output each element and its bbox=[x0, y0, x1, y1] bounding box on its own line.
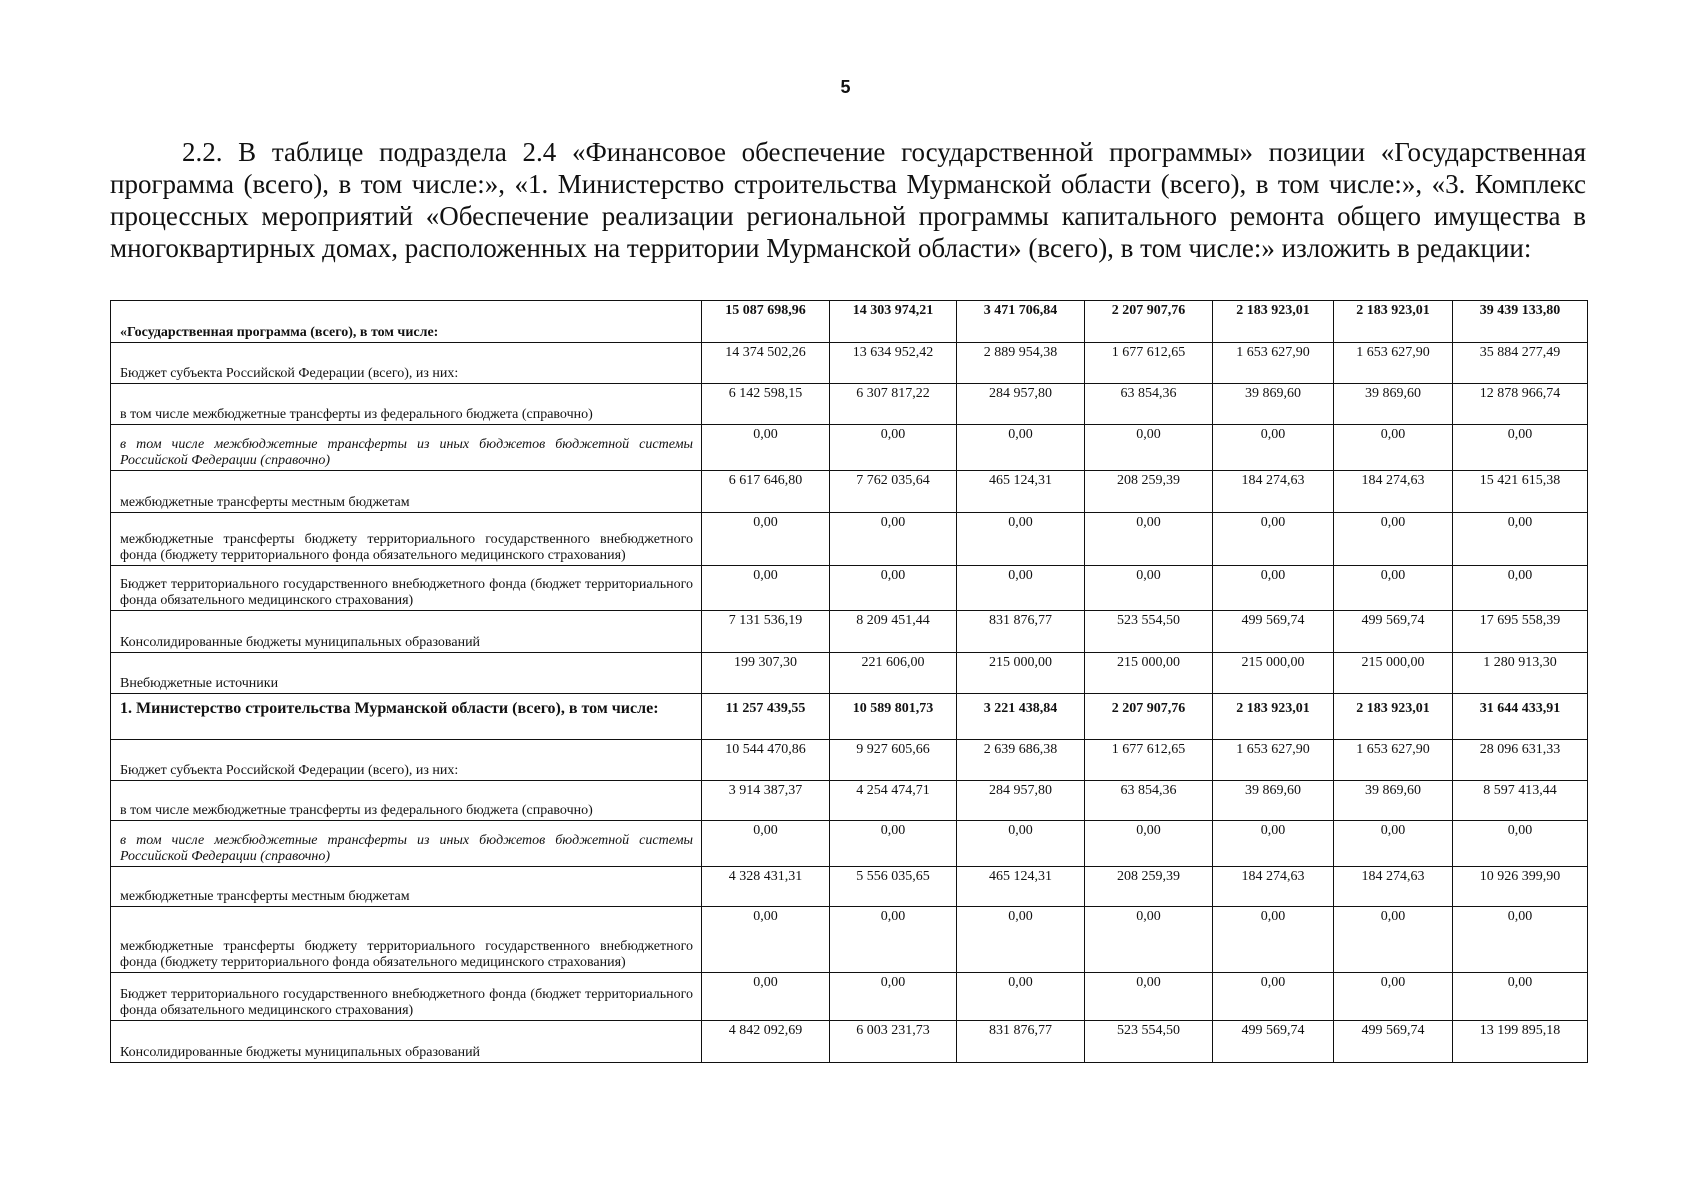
value-cell: 0,00 bbox=[830, 821, 957, 867]
value-cell: 1 653 627,90 bbox=[1213, 740, 1334, 781]
value-cell: 0,00 bbox=[957, 821, 1085, 867]
value-cell: 17 695 558,39 bbox=[1453, 611, 1588, 653]
value-cell: 2 207 907,76 bbox=[1085, 694, 1213, 740]
value-cell: 0,00 bbox=[1213, 425, 1334, 471]
value-cell: 0,00 bbox=[702, 513, 830, 566]
page-number: 5 bbox=[840, 77, 851, 97]
value-cell: 6 307 817,22 bbox=[830, 384, 957, 425]
value-cell: 0,00 bbox=[1085, 973, 1213, 1021]
value-cell: 215 000,00 bbox=[1334, 653, 1453, 694]
value-cell: 6 617 646,80 bbox=[702, 471, 830, 513]
value-cell: 0,00 bbox=[1213, 513, 1334, 566]
value-cell: 0,00 bbox=[957, 973, 1085, 1021]
row-label: Бюджет территориального государственного внебюджетного фонда (бюджет территориального фонда обязательного медицинского страхования) bbox=[111, 566, 702, 611]
value-cell: 14 303 974,21 bbox=[830, 301, 957, 343]
value-cell: 0,00 bbox=[1453, 513, 1588, 566]
value-cell: 0,00 bbox=[1085, 821, 1213, 867]
row-label: межбюджетные трансферты бюджету территориального государственного внебюджетного фонда (бюджету территориального фонда обязательного медицинского страхования) bbox=[111, 513, 702, 566]
value-cell: 4 842 092,69 bbox=[702, 1021, 830, 1063]
value-cell: 3 914 387,37 bbox=[702, 781, 830, 821]
value-cell: 0,00 bbox=[830, 513, 957, 566]
row-label: в том числе межбюджетные трансферты из федерального бюджета (справочно) bbox=[111, 384, 702, 425]
value-cell: 39 869,60 bbox=[1213, 384, 1334, 425]
value-cell: 1 653 627,90 bbox=[1334, 740, 1453, 781]
value-cell: 0,00 bbox=[830, 907, 957, 973]
value-cell: 0,00 bbox=[830, 973, 957, 1021]
table-row bbox=[111, 1021, 1588, 1063]
value-cell: 284 957,80 bbox=[957, 384, 1085, 425]
value-cell: 0,00 bbox=[1453, 821, 1588, 867]
value-cell: 2 889 954,38 bbox=[957, 343, 1085, 384]
table-row bbox=[111, 566, 1588, 611]
value-cell: 8 597 413,44 bbox=[1453, 781, 1588, 821]
value-cell: 0,00 bbox=[1213, 907, 1334, 973]
value-cell: 5 556 035,65 bbox=[830, 867, 957, 907]
value-cell: 523 554,50 bbox=[1085, 1021, 1213, 1063]
value-cell: 0,00 bbox=[1334, 907, 1453, 973]
row-label: 1. Министерство строительства Мурманской области (всего), в том числе: bbox=[111, 694, 702, 740]
value-cell: 7 131 536,19 bbox=[702, 611, 830, 653]
row-label: Бюджет субъекта Российской Федерации (всего), из них: bbox=[111, 343, 702, 384]
value-cell: 831 876,77 bbox=[957, 1021, 1085, 1063]
table-row bbox=[111, 973, 1588, 1021]
value-cell: 499 569,74 bbox=[1334, 1021, 1453, 1063]
table-row bbox=[111, 425, 1588, 471]
value-cell: 0,00 bbox=[1085, 513, 1213, 566]
value-cell: 6 142 598,15 bbox=[702, 384, 830, 425]
value-cell: 0,00 bbox=[1334, 821, 1453, 867]
table-row bbox=[111, 821, 1588, 867]
intro-paragraph: 2.2. В таблице подраздела 2.4 «Финансовое обеспечение государственной программы» позиции «Государственная программа (всего), в том числе:», «1. Министерство строительства Мурманской области (всего), в том числе:», «3. Комплекс процессных мероприятий «Обеспечение реализации региональной программы капитального ремонта общего имущества в многоквартирных домах, расположенных на территории Мурманской области» (всего), в том числе:» изложить в редакции: bbox=[110, 137, 1586, 263]
value-cell: 6 003 231,73 bbox=[830, 1021, 957, 1063]
table-row bbox=[111, 694, 1588, 740]
value-cell: 208 259,39 bbox=[1085, 867, 1213, 907]
value-cell: 184 274,63 bbox=[1334, 867, 1453, 907]
value-cell: 523 554,50 bbox=[1085, 611, 1213, 653]
value-cell: 31 644 433,91 bbox=[1453, 694, 1588, 740]
value-cell: 8 209 451,44 bbox=[830, 611, 957, 653]
value-cell: 0,00 bbox=[830, 566, 957, 611]
value-cell: 221 606,00 bbox=[830, 653, 957, 694]
value-cell: 1 653 627,90 bbox=[1213, 343, 1334, 384]
row-label: Консолидированные бюджеты муниципальных образований bbox=[111, 611, 702, 653]
value-cell: 10 589 801,73 bbox=[830, 694, 957, 740]
table-row bbox=[111, 611, 1588, 653]
value-cell: 10 544 470,86 bbox=[702, 740, 830, 781]
value-cell: 0,00 bbox=[1453, 566, 1588, 611]
financing-table bbox=[110, 300, 1588, 1063]
value-cell: 28 096 631,33 bbox=[1453, 740, 1588, 781]
row-label: в том числе межбюджетные трансферты из иных бюджетов бюджетной системы Российской Федерации (справочно) bbox=[111, 425, 702, 471]
value-cell: 499 569,74 bbox=[1213, 611, 1334, 653]
value-cell: 465 124,31 bbox=[957, 867, 1085, 907]
value-cell: 3 471 706,84 bbox=[957, 301, 1085, 343]
value-cell: 1 280 913,30 bbox=[1453, 653, 1588, 694]
value-cell: 199 307,30 bbox=[702, 653, 830, 694]
value-cell: 0,00 bbox=[957, 513, 1085, 566]
value-cell: 0,00 bbox=[1085, 425, 1213, 471]
value-cell: 2 183 923,01 bbox=[1213, 301, 1334, 343]
value-cell: 1 677 612,65 bbox=[1085, 343, 1213, 384]
value-cell: 215 000,00 bbox=[1085, 653, 1213, 694]
value-cell: 2 639 686,38 bbox=[957, 740, 1085, 781]
row-label: Бюджет субъекта Российской Федерации (всего), из них: bbox=[111, 740, 702, 781]
value-cell: 13 634 952,42 bbox=[830, 343, 957, 384]
row-label: межбюджетные трансферты местным бюджетам bbox=[111, 471, 702, 513]
table-row bbox=[111, 740, 1588, 781]
row-label: в том числе межбюджетные трансферты из федерального бюджета (справочно) bbox=[111, 781, 702, 821]
value-cell: 184 274,63 bbox=[1213, 471, 1334, 513]
row-label: Бюджет территориального государственного внебюджетного фонда (бюджет территориального фонда обязательного медицинского страхования) bbox=[111, 973, 702, 1021]
value-cell: 215 000,00 bbox=[957, 653, 1085, 694]
value-cell: 2 207 907,76 bbox=[1085, 301, 1213, 343]
value-cell: 9 927 605,66 bbox=[830, 740, 957, 781]
value-cell: 0,00 bbox=[1213, 821, 1334, 867]
table-row bbox=[111, 781, 1588, 821]
value-cell: 0,00 bbox=[1085, 566, 1213, 611]
value-cell: 15 421 615,38 bbox=[1453, 471, 1588, 513]
value-cell: 0,00 bbox=[702, 566, 830, 611]
value-cell: 0,00 bbox=[1213, 973, 1334, 1021]
value-cell: 39 869,60 bbox=[1213, 781, 1334, 821]
value-cell: 0,00 bbox=[702, 425, 830, 471]
row-label: межбюджетные трансферты бюджету территориального государственного внебюджетного фонда (бюджету территориального фонда обязательного медицинского страхования) bbox=[111, 907, 702, 973]
table-row bbox=[111, 301, 1588, 343]
value-cell: 0,00 bbox=[1085, 907, 1213, 973]
value-cell: 0,00 bbox=[830, 425, 957, 471]
row-label: Консолидированные бюджеты муниципальных образований bbox=[111, 1021, 702, 1063]
row-label: Внебюджетные источники bbox=[111, 653, 702, 694]
value-cell: 7 762 035,64 bbox=[830, 471, 957, 513]
table-row bbox=[111, 384, 1588, 425]
value-cell: 0,00 bbox=[1334, 513, 1453, 566]
row-label: межбюджетные трансферты местным бюджетам bbox=[111, 867, 702, 907]
value-cell: 184 274,63 bbox=[1213, 867, 1334, 907]
value-cell: 10 926 399,90 bbox=[1453, 867, 1588, 907]
table-row bbox=[111, 343, 1588, 384]
value-cell: 63 854,36 bbox=[1085, 384, 1213, 425]
value-cell: 1 677 612,65 bbox=[1085, 740, 1213, 781]
value-cell: 14 374 502,26 bbox=[702, 343, 830, 384]
value-cell: 0,00 bbox=[1334, 425, 1453, 471]
value-cell: 0,00 bbox=[1213, 566, 1334, 611]
table-row bbox=[111, 471, 1588, 513]
value-cell: 11 257 439,55 bbox=[702, 694, 830, 740]
value-cell: 4 254 474,71 bbox=[830, 781, 957, 821]
value-cell: 0,00 bbox=[1334, 566, 1453, 611]
value-cell: 465 124,31 bbox=[957, 471, 1085, 513]
value-cell: 215 000,00 bbox=[1213, 653, 1334, 694]
value-cell: 0,00 bbox=[1453, 973, 1588, 1021]
value-cell: 0,00 bbox=[957, 566, 1085, 611]
table-row bbox=[111, 653, 1588, 694]
value-cell: 39 869,60 bbox=[1334, 384, 1453, 425]
value-cell: 0,00 bbox=[957, 425, 1085, 471]
value-cell: 2 183 923,01 bbox=[1213, 694, 1334, 740]
value-cell: 39 869,60 bbox=[1334, 781, 1453, 821]
value-cell: 0,00 bbox=[702, 973, 830, 1021]
value-cell: 13 199 895,18 bbox=[1453, 1021, 1588, 1063]
table-row bbox=[111, 867, 1588, 907]
table-row bbox=[111, 513, 1588, 566]
row-label: в том числе межбюджетные трансферты из иных бюджетов бюджетной системы Российской Федерации (справочно) bbox=[111, 821, 702, 867]
value-cell: 0,00 bbox=[1453, 425, 1588, 471]
row-label: «Государственная программа (всего), в том числе: bbox=[111, 301, 702, 343]
value-cell: 4 328 431,31 bbox=[702, 867, 830, 907]
value-cell: 15 087 698,96 bbox=[702, 301, 830, 343]
value-cell: 1 653 627,90 bbox=[1334, 343, 1453, 384]
value-cell: 0,00 bbox=[957, 907, 1085, 973]
value-cell: 284 957,80 bbox=[957, 781, 1085, 821]
value-cell: 2 183 923,01 bbox=[1334, 694, 1453, 740]
value-cell: 35 884 277,49 bbox=[1453, 343, 1588, 384]
value-cell: 3 221 438,84 bbox=[957, 694, 1085, 740]
value-cell: 0,00 bbox=[702, 821, 830, 867]
value-cell: 63 854,36 bbox=[1085, 781, 1213, 821]
value-cell: 0,00 bbox=[1334, 973, 1453, 1021]
value-cell: 499 569,74 bbox=[1334, 611, 1453, 653]
value-cell: 208 259,39 bbox=[1085, 471, 1213, 513]
value-cell: 0,00 bbox=[1453, 907, 1588, 973]
value-cell: 0,00 bbox=[702, 907, 830, 973]
value-cell: 184 274,63 bbox=[1334, 471, 1453, 513]
value-cell: 2 183 923,01 bbox=[1334, 301, 1453, 343]
value-cell: 831 876,77 bbox=[957, 611, 1085, 653]
value-cell: 499 569,74 bbox=[1213, 1021, 1334, 1063]
value-cell: 39 439 133,80 bbox=[1453, 301, 1588, 343]
table-row bbox=[111, 907, 1588, 973]
value-cell: 12 878 966,74 bbox=[1453, 384, 1588, 425]
